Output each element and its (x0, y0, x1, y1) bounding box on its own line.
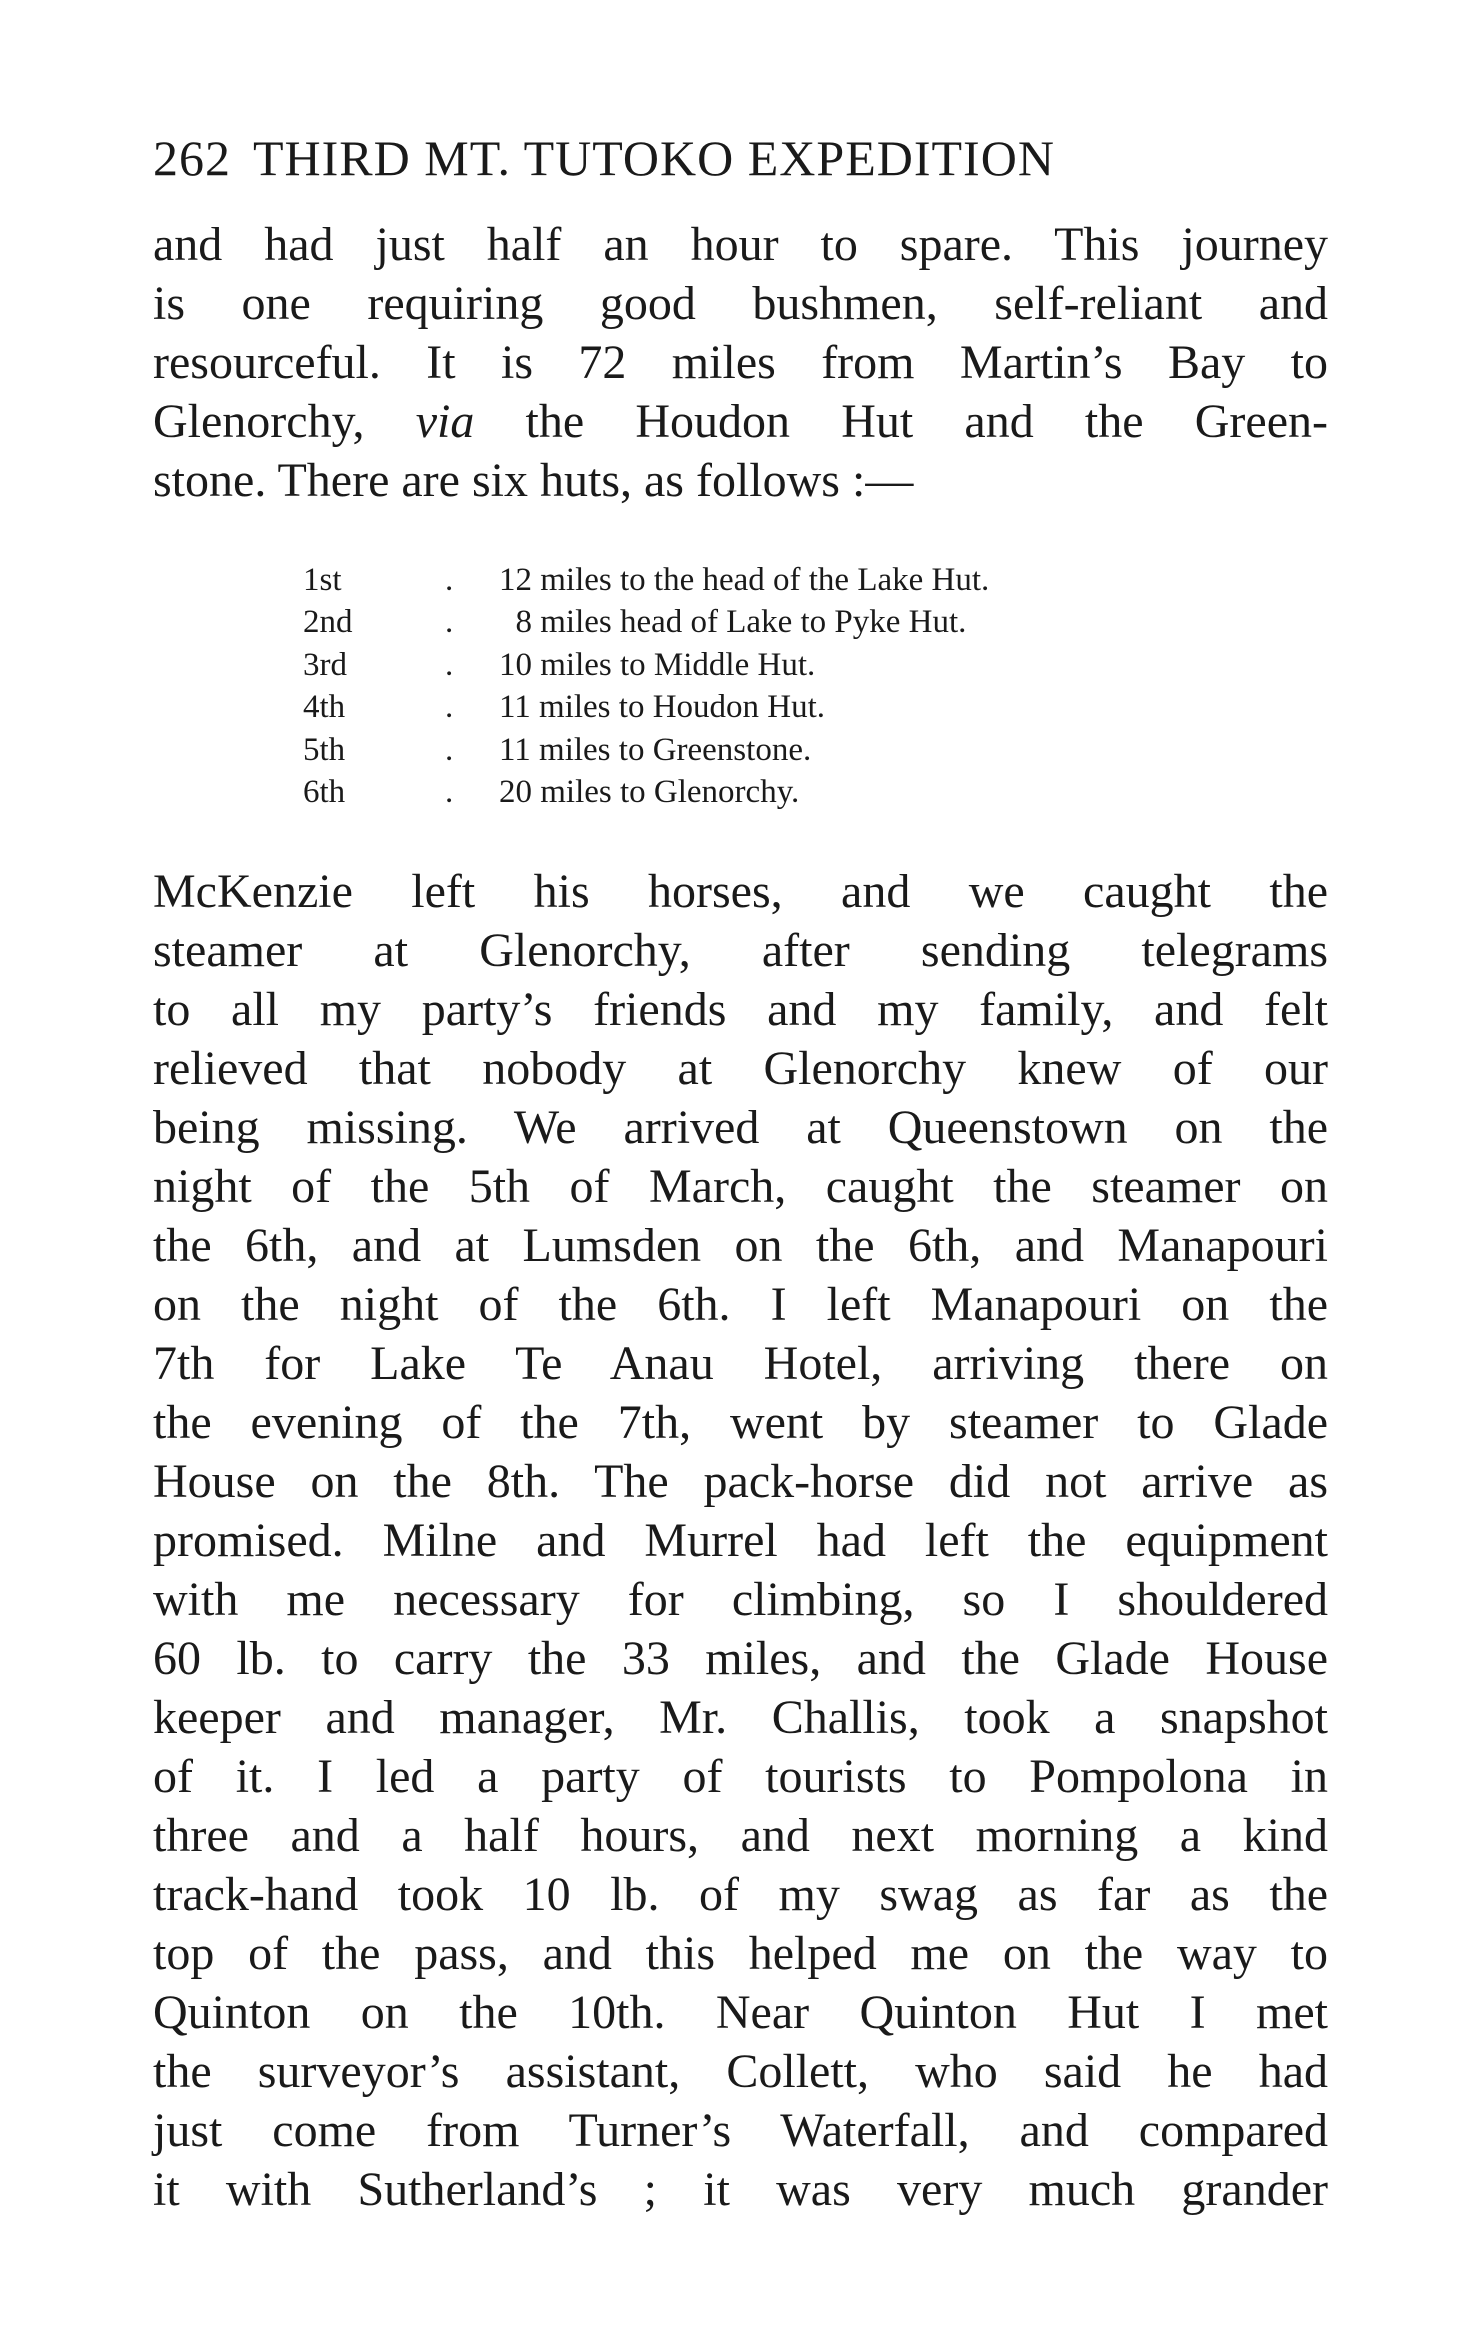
text-line: relieved that nobody at Glenorchy knew of our (153, 1042, 1328, 1095)
text-line: night of the 5th of March, caught the steamer on (153, 1160, 1328, 1213)
hut-ordinal: 5th (303, 731, 346, 768)
text-line: Quinton on the 10th. Near Quinton Hut I met (153, 1986, 1328, 2039)
text-line: is one requiring good bushmen, self-reliant and (153, 277, 1328, 330)
italic-via: via (415, 395, 475, 448)
hut-ordinal: 2nd (303, 604, 353, 641)
hut-description: 20 miles to Glenorchy. (499, 773, 800, 810)
text-line: just come from Turner’s Waterfall, and compared (153, 2104, 1328, 2157)
hut-description: 10 miles to Middle Hut. (499, 646, 816, 683)
row-separator: . (445, 604, 454, 641)
text-line: three and a half hours, and next morning a kind (153, 1809, 1328, 1862)
text-line: resourceful. It is 72 miles from Martin’s Bay to (153, 336, 1328, 389)
text-line: to all my party’s friends and my family, and felt (153, 983, 1328, 1036)
table-row (303, 559, 1263, 601)
text-line: and had just half an hour to spare. This journey (153, 218, 1328, 271)
hut-distance-table (303, 559, 1263, 813)
hut-ordinal: 4th (303, 689, 346, 726)
table-row (303, 686, 1263, 728)
table-row (303, 771, 1263, 813)
hut-description: 12 miles to the head of the Lake Hut. (499, 562, 990, 598)
paragraph-intro (153, 215, 1328, 510)
text-line: being missing. We arrived at Queenstown on the (153, 1101, 1328, 1154)
page-number: 262 (153, 130, 231, 186)
paragraph-journey (153, 862, 1328, 2219)
text-line: on the night of the 6th. I left Manapouri on the (153, 1278, 1328, 1331)
hut-description: 11 miles to Greenstone. (499, 731, 812, 768)
hut-ordinal: 6th (303, 773, 346, 810)
text-line: of it. I led a party of tourists to Pompolona in (153, 1750, 1328, 1803)
text-line: 7th for Lake Te Anau Hotel, arriving there on (153, 1337, 1328, 1390)
text-line: stone. There are six huts, as follows :— (153, 454, 914, 507)
hut-ordinal: 3rd (303, 646, 347, 683)
row-separator: . (445, 731, 454, 768)
text-line: 60 lb. to carry the 33 miles, and the Glade House (153, 1632, 1328, 1685)
row-separator: . (445, 773, 454, 810)
row-separator: . (445, 689, 454, 726)
running-header (153, 128, 1323, 188)
table-row (303, 601, 1263, 643)
row-separator: . (445, 646, 454, 683)
text-line: House on the 8th. The pack-horse did not arrive as (153, 1455, 1328, 1508)
hut-ordinal: 1st (303, 562, 342, 598)
text-line: top of the pass, and this helped me on the way to (153, 1927, 1328, 1980)
text-line: the surveyor’s assistant, Collett, who said he had (153, 2045, 1328, 2098)
row-separator: . (445, 562, 454, 598)
text-line: it with Sutherland’s ; it was very much grander (153, 2163, 1328, 2216)
text-line: keeper and manager, Mr. Challis, took a snapshot (153, 1691, 1328, 1744)
hut-description: 11 miles to Houdon Hut. (499, 689, 826, 726)
table-row (303, 644, 1263, 686)
text-line: steamer at Glenorchy, after sending telegrams (153, 924, 1328, 977)
text-line: Glenorchy, via the Houdon Hut and the Green- (153, 395, 1328, 448)
text-line: the 6th, and at Lumsden on the 6th, and Manapouri (153, 1219, 1328, 1272)
text-line: McKenzie left his horses, and we caught the (153, 865, 1328, 918)
text-line: the evening of the 7th, went by steamer to Glade (153, 1396, 1328, 1449)
text-line: track-hand took 10 lb. of my swag as far as the (153, 1868, 1328, 1921)
text-line: promised. Milne and Murrel had left the equipment (153, 1514, 1328, 1567)
text-line: with me necessary for climbing, so I shouldered (153, 1573, 1328, 1626)
hut-description: 8 miles head of Lake to Pyke Hut. (499, 604, 967, 641)
table-row (303, 729, 1263, 771)
running-title: THIRD MT. TUTOKO EXPEDITION (253, 130, 1055, 186)
